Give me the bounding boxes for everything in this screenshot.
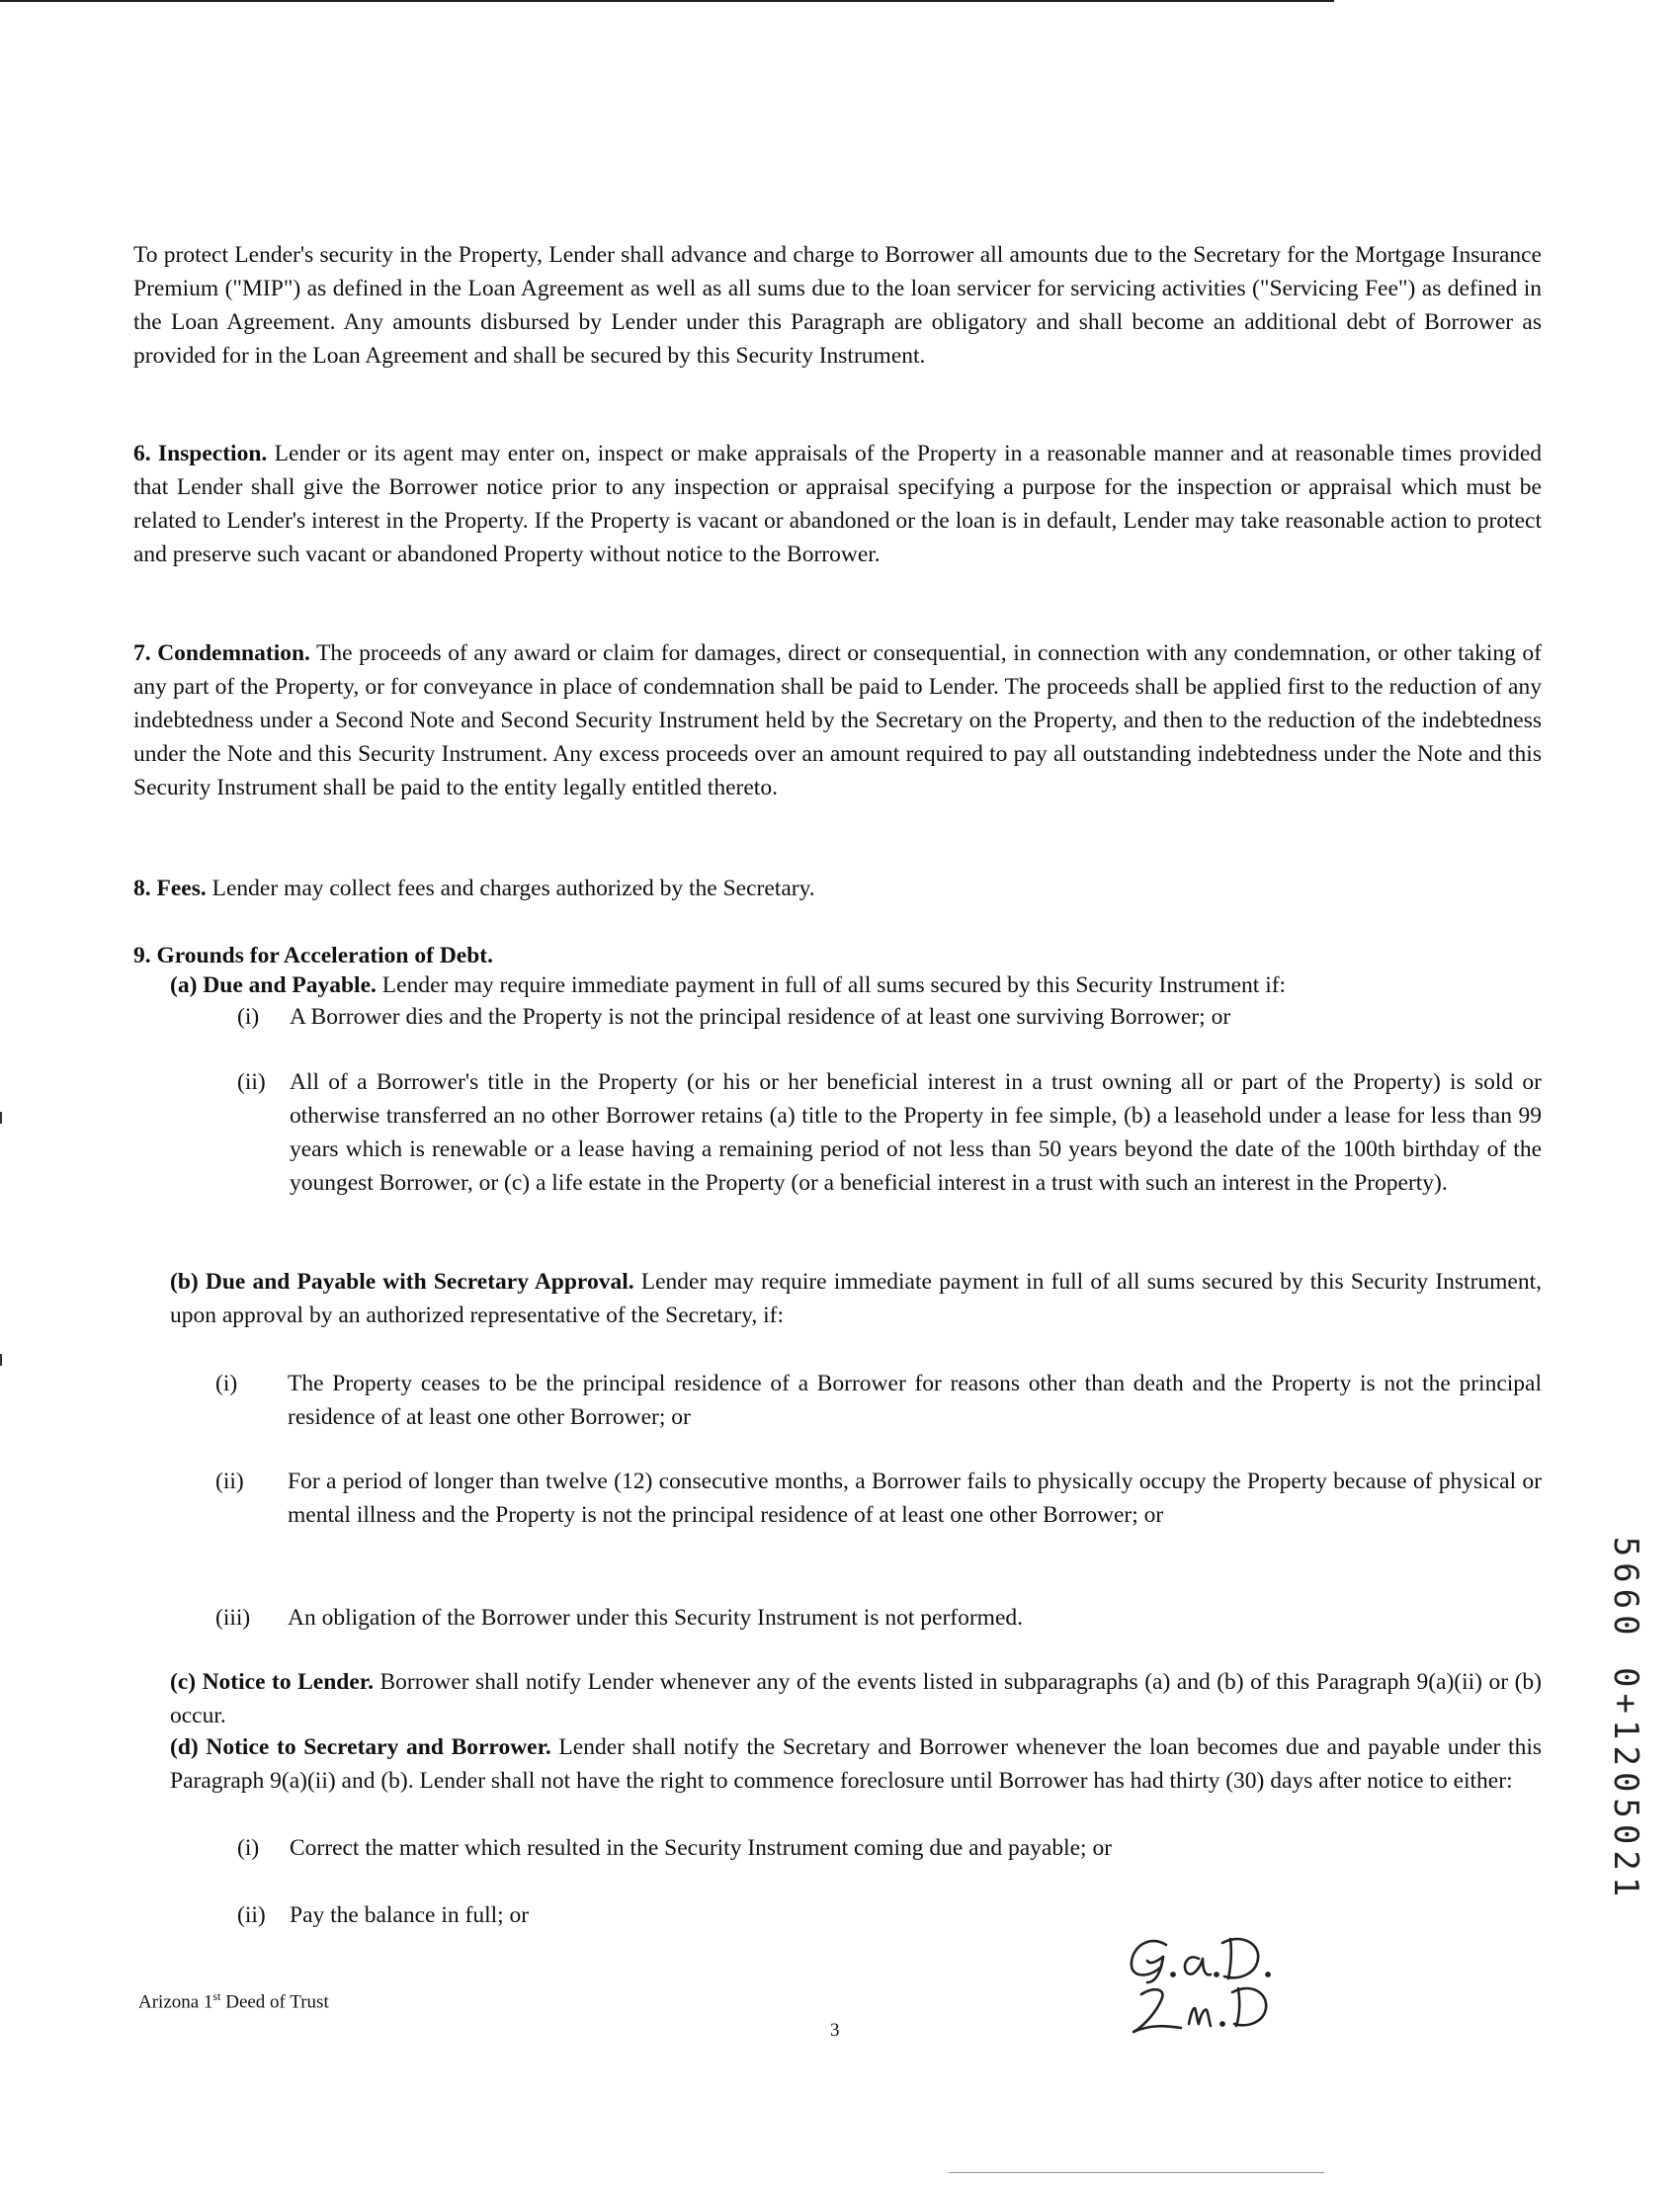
section-heading: 7. Condemnation.: [133, 640, 310, 666]
item-number: (iii): [215, 1605, 251, 1631]
recording-stamp-text: 5660 0+1205021: [1606, 1536, 1645, 1903]
subsection-heading: (d) Notice to Secretary and Borrower.: [170, 1734, 551, 1760]
document-name: Arizona 1st Deed of Trust: [138, 1989, 329, 2013]
item-number: (i): [237, 1004, 260, 1030]
subsection-heading: (a) Due and Payable.: [170, 972, 377, 998]
section-body: The proceeds of any award or claim for damages, direct or consequential, in connection with any condemnation, or other taking of any part of the Property, or for conveyance in place of condemnation shall be paid to Lender. The proceeds shall be applied first to the reduction of any indebtedness under a Second Note and Second Security Instrument held by the Secretary on the Property, and then to the reduction of the indebtedness under the Note and this Security Instrument. Any excess proceeds over an amount required to pay all outstanding indebtedness under the Note and this Security Instrument shall be paid to the entity legally entitled thereto.: [133, 640, 1542, 800]
recording-stamp: [1601, 1536, 1650, 1903]
subsection-body: Lender may require immediate payment in full of all sums secured by this Security Instrument if:: [381, 972, 1287, 998]
subsection-c: [170, 1665, 1542, 1732]
item-number: (ii): [237, 1902, 266, 1928]
item-number: (ii): [215, 1469, 244, 1494]
item-text: An obligation of the Borrower under this Security Instrument is not performed.: [288, 1605, 1024, 1631]
section-inspection: [133, 437, 1542, 571]
item-text: For a period of longer than twelve (12) consecutive months, a Borrower fails to physically occupy the Property because of physical or mental illness and the Property is not the principal residence of at least one other Borrower; or: [288, 1469, 1542, 1528]
subsection-heading: (c) Notice to Lender.: [170, 1669, 374, 1695]
section-acceleration-heading: 9. Grounds for Acceleration of Debt.: [133, 943, 493, 968]
subsection-body: Borrower shall notify Lender whenever any of the events listed in subparagraphs (a) and (b) of this Paragraph 9(a)(ii) or (b) occur.: [170, 1669, 1542, 1728]
intro-paragraph: To protect Lender's security in the Property, Lender shall advance and charge to Borrower all amounts due to the Secretary for the Mortgage Insurance Premium ("MIP") as defined in the Loan Agreement as well as all sums due to the loan servicer for servicing activities ("Servicing Fee") as defined in the Loan Agreement. Any amounts disbursed by Lender under this Paragraph are obligatory and shall become an additional debt of Borrower as provided for in the Loan Agreement and shall be secured by this Security Instrument.: [133, 242, 1542, 369]
item-number: (i): [237, 1835, 260, 1861]
section-body: Lender or its agent may enter on, inspect or make appraisals of the Property in a reasonable manner and at reasonable times provided that Lender shall give the Borrower notice prior to any inspection or appraisal specifying a purpose for the inspection or appraisal which must be related to Lender's interest in the Property. If the Property is vacant or abandoned or the loan is in default, Lender may take reasonable action to protect and preserve such vacant or abandoned Property without notice to the Borrower.: [133, 441, 1543, 567]
subsection-b: [170, 1265, 1542, 1332]
subsection-d: [170, 1730, 1542, 1798]
item-text: Correct the matter which resulted in the Security Instrument coming due and payable; or: [290, 1835, 1113, 1861]
item-text: The Property ceases to be the principal residence of a Borrower for reasons other than death and the Property is not the principal residence of at least one other Borrower; or: [288, 1371, 1542, 1430]
item-number: (ii): [237, 1069, 266, 1095]
section-fees: [133, 872, 1542, 905]
scan-edge-line: [949, 2172, 1324, 2173]
item-number: (i): [215, 1371, 238, 1396]
item-text: Pay the balance in full; or: [290, 1902, 530, 1928]
handwritten-initials: [1112, 1917, 1300, 2046]
scan-edge-mark: [0, 1112, 2, 1124]
section-heading: 8. Fees.: [133, 876, 207, 901]
scan-edge-line: [0, 0, 1334, 2]
subsection-body: Lender may require immediate payment in full of all sums secured by this Security Instrument, upon approval by an authorized representative of the Secretary, if:: [170, 1269, 1543, 1328]
page-number: 3: [830, 2020, 840, 2041]
section-body: Lender may collect fees and charges authorized by the Secretary.: [211, 876, 815, 901]
section-heading: 6. Inspection.: [133, 441, 268, 466]
subsection-heading: (b) Due and Payable with Secretary Approval.: [170, 1269, 634, 1295]
item-text: All of a Borrower's title in the Property (or his or her beneficial interest in a trust owning all or part of the Property) is sold or otherwise transferred an no other Borrower retains (a) title to the Property in fee simple, (b) a leasehold under a lease for less than 99 years which is renewable or a lease having a remaining period of not less than 50 years beyond the date of the 100th birthday of the youngest Borrower, or (c) a life estate in the Property (or a beneficial interest in a trust with such an interest in the Property).: [290, 1069, 1542, 1196]
item-text: A Borrower dies and the Property is not the principal residence of at least one surviving Borrower; or: [290, 1004, 1231, 1030]
subsection-a: [170, 968, 1542, 1002]
section-condemnation: [133, 636, 1542, 804]
scan-edge-mark: [0, 1354, 2, 1366]
subsection-body: Lender shall notify the Secretary and Borrower whenever the loan becomes due and payable under this Paragraph 9(a)(ii) and (b). Lender shall not have the right to commence foreclosure until Borrower has had thirty (30) days after notice to either:: [170, 1734, 1543, 1794]
